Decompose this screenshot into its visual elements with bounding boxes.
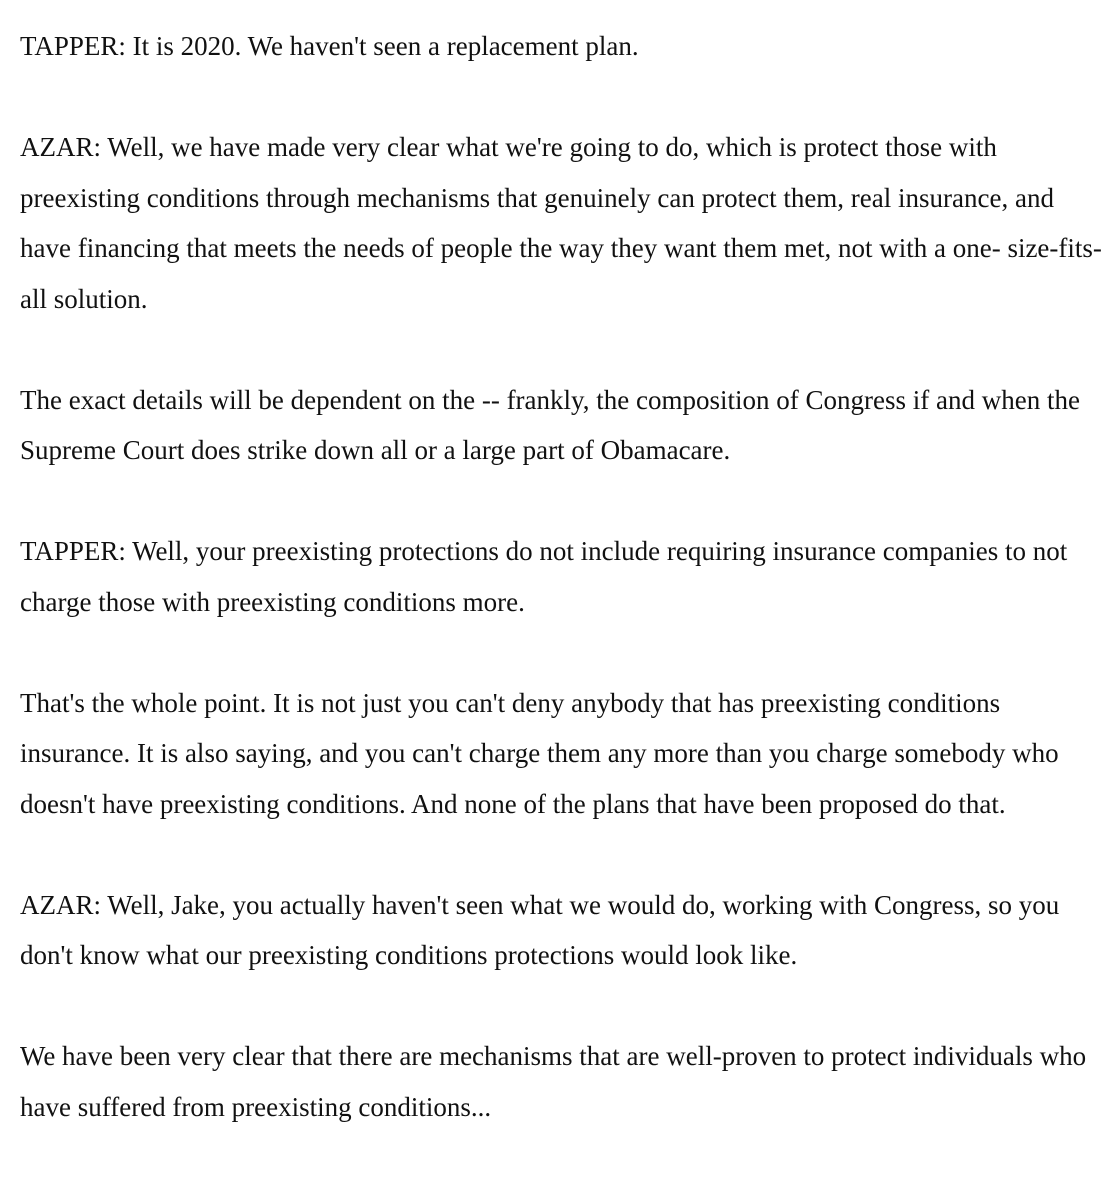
paragraph-tapper-1: TAPPER: It is 2020. We haven't seen a replacement plan. (20, 31, 639, 61)
transcript-document (20, 0, 1106, 1132)
paragraph-tapper-2: TAPPER: Well, your preexisting protections do not include requiring insurance companies to not charge those with preexisting conditions more. (20, 536, 1068, 617)
paragraph-gap (20, 324, 1106, 375)
paragraph-azar-3: AZAR: Well, Jake, you actually haven't seen what we would do, working with Congress, so you don't know what our preexisting conditions protections would look like. (20, 889, 1060, 970)
top-spacer (20, 0, 1106, 21)
paragraph-gap (20, 72, 1106, 123)
paragraph-gap (20, 981, 1106, 1032)
paragraph-gap (20, 829, 1106, 880)
paragraph-gap (20, 627, 1106, 678)
paragraph-tapper-3: That's the whole point. It is not just you can't deny anybody that has preexisting conditions insurance. It is also saying, and you can't charge them any more than you charge somebody who doesn't have preexisting conditions. And none of the plans that have been proposed do that. (20, 687, 1059, 819)
paragraph-azar-1: AZAR: Well, we have made very clear what we're going to do, which is protect those with preexisting conditions through mechanisms that genuinely can protect them, real insurance, and have financing that meets the needs of people the way they want them met, not with a one- size-fits-all solution. (20, 132, 1102, 314)
paragraph-gap (20, 476, 1106, 527)
paragraph-azar-4: We have been very clear that there are mechanisms that are well-proven to protect individuals who have suffered from preexisting conditions... (20, 1041, 1087, 1122)
paragraph-azar-2: The exact details will be dependent on the -- frankly, the composition of Congress if and when the Supreme Court does strike down all or a large part of Obamacare. (20, 384, 1080, 465)
